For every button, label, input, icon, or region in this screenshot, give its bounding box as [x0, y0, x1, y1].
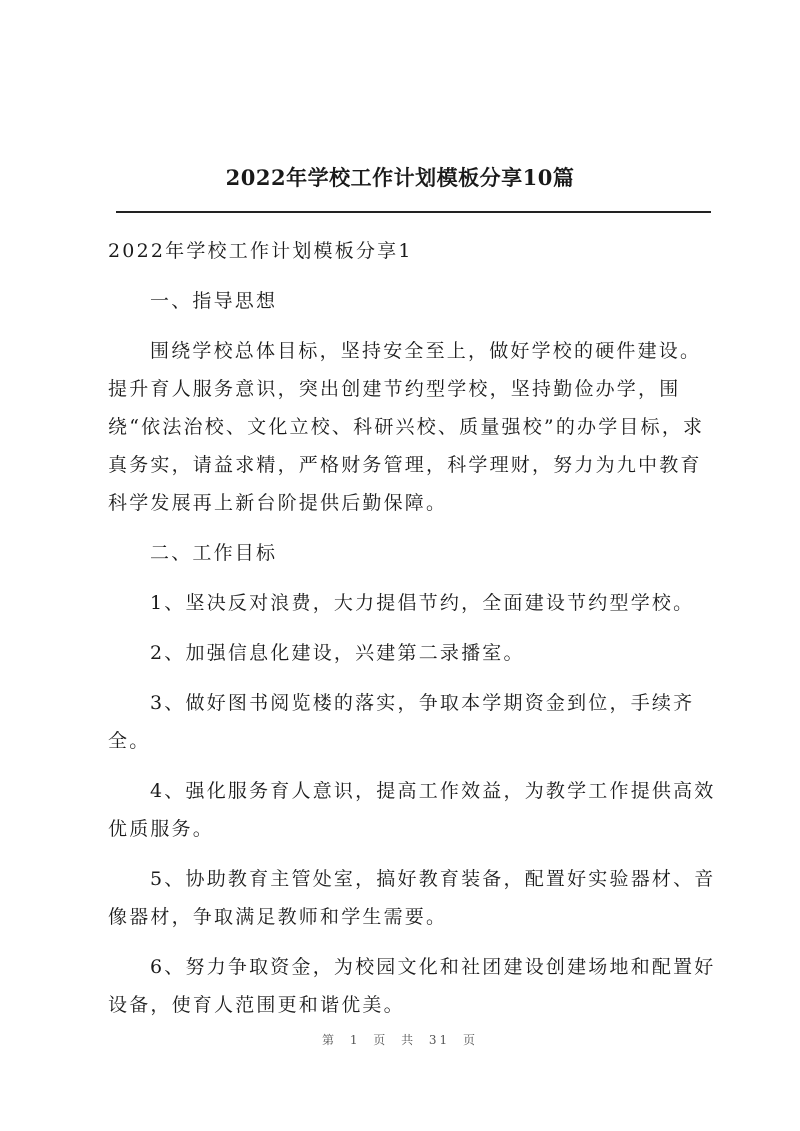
part1-heading: 一、指导思想	[150, 290, 278, 312]
goal-item-2: 2、加强信息化建设，兴建第二录播室。	[150, 642, 525, 664]
part1-paragraph: 围绕学校总体目标，坚持安全至上，做好学校的硬件建设。提升育人服务意识，突出创建节约型学校，坚持勤俭办学，围绕“依法治校、文化立校、科研兴校、质量强校”的办学目标，求真务实，请益求精，严格财务管理，科学理财，努力为九中教育科学发展再上新台阶提供后勤保障。	[108, 340, 705, 514]
part2-heading: 二、工作目标	[150, 542, 278, 564]
goal-item-5: 5、协助教育主管处室，搞好教育装备，配置好实验器材、音像器材，争取满足教师和学生需要。	[108, 868, 716, 928]
goal-item-1: 1、坚决反对浪费，大力提倡节约，全面建设节约型学校。	[150, 592, 695, 614]
title-underline	[116, 211, 711, 213]
document-title: 2022年学校工作计划模板分享10篇	[225, 165, 575, 190]
page-number: 第 1 页 共 31 页	[322, 1033, 478, 1047]
goal-item-3: 3、做好图书阅览楼的落实，争取本学期资金到位，手续齐全。	[108, 692, 695, 752]
section-heading: 2022年学校工作计划模板分享1	[108, 240, 413, 262]
document-body	[108, 232, 718, 1024]
goal-item-4: 4、强化服务育人意识，提高工作效益，为教学工作提供高效优质服务。	[108, 780, 716, 840]
goal-item-6: 6、努力争取资金，为校园文化和社团建设创建场地和配置好设备，使育人范围更和谐优美。	[108, 956, 716, 1016]
